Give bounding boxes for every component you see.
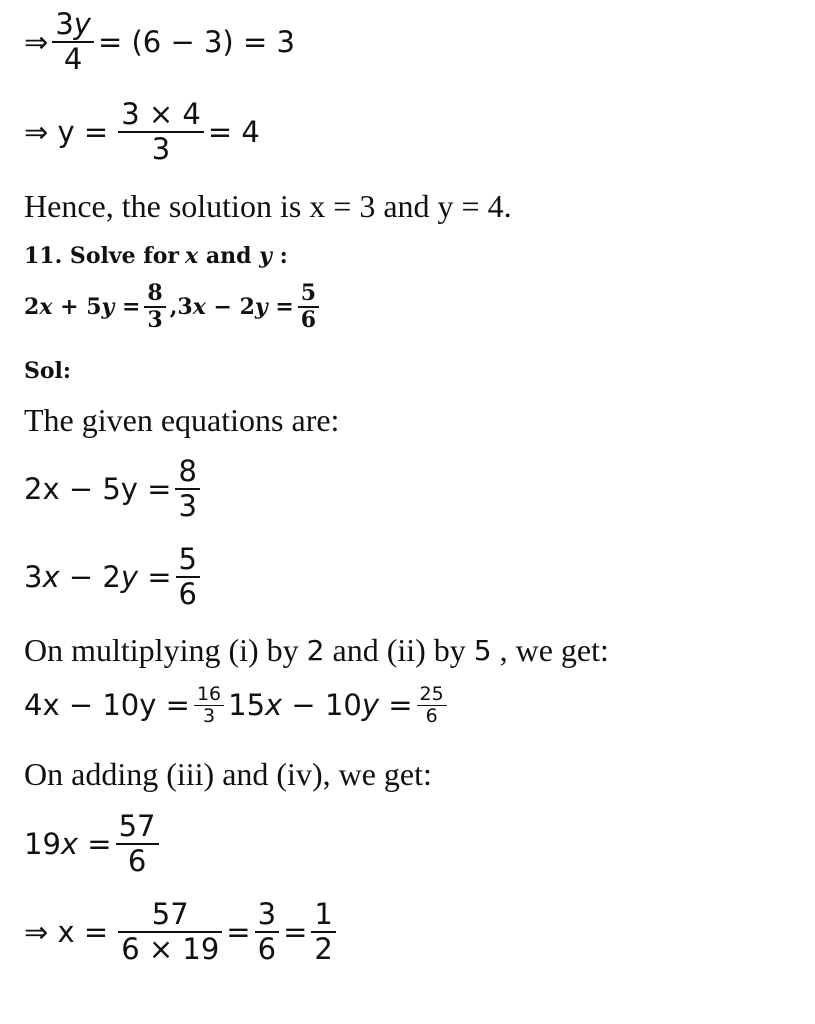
- fraction-8-3: $\frac{8}{3}$: [144, 281, 165, 334]
- equation-ii: 3 x − 2 y = $\frac{5}{6}$: [24, 543, 204, 612]
- fraction-3y-4: [52, 8, 94, 77]
- adding-step-text: On adding (iii) and (iv), we get:: [24, 756, 432, 792]
- fraction-3x4-3: [118, 98, 204, 167]
- fraction-16-3: $\frac{16}{3}$: [194, 684, 224, 727]
- equation-i: 2x − 5y = $\frac{8}{3}$: [24, 455, 204, 524]
- fraction-57-6: $\frac{57}{6}$: [116, 810, 159, 879]
- given-equations-text: The given equations are:: [24, 402, 340, 438]
- equation-y-equals: [24, 98, 260, 167]
- equation-lead: ⇒ y =: [24, 115, 109, 150]
- denominator: 3: [151, 132, 171, 167]
- fraction-1-2: $\frac{1}{2}$: [311, 898, 335, 967]
- equation-rest: = 4: [207, 115, 260, 150]
- fraction-25-6: $\frac{25}{6}$: [417, 684, 447, 727]
- solution-label: Sol:: [24, 358, 72, 384]
- fraction-57-6x19: $\frac{57}{6 \times 19}$: [118, 898, 222, 967]
- numerator: 3y: [55, 7, 91, 41]
- numerator: 3 × 4: [121, 97, 201, 131]
- equation-19x: 19 x = $\frac{57}{6}$: [24, 810, 163, 879]
- multiplying-step-text: On multiplying (i) by 2 and (ii) by 5 , we get:: [24, 632, 609, 668]
- fraction-3-6: $\frac{3}{6}$: [255, 898, 279, 967]
- fraction-5-6: $\frac{5}{6}$: [298, 281, 319, 334]
- equation-x-equals: ⇒ x = $\frac{57}{6 \times 19}$ = $\frac{3}{6}$ = $\frac{1}{2}$: [24, 898, 340, 967]
- solution-statement: Hence, the solution is x = 3 and y = 4.: [24, 188, 512, 224]
- question-equations: 2 x + 5 y = $\frac{8}{3}$ , 3 x − 2 y = $\frac{5}{6}$: [24, 281, 323, 334]
- denominator: 4: [63, 42, 83, 77]
- equation-3y-over-4: [24, 8, 295, 77]
- equations-iii-iv: 4x − 10y = $\frac{16}{3}$ 15 x − 10 y = $\frac{25}{6}$: [24, 684, 451, 727]
- question-heading: 11. Solve for x and y :: [24, 243, 288, 269]
- equation-rest: = (6 − 3) = 3: [97, 25, 295, 60]
- fraction-8-3: $\frac{8}{3}$: [175, 455, 199, 524]
- fraction-5-6: $\frac{5}{6}$: [176, 543, 200, 612]
- implies-arrow: ⇒: [24, 25, 49, 60]
